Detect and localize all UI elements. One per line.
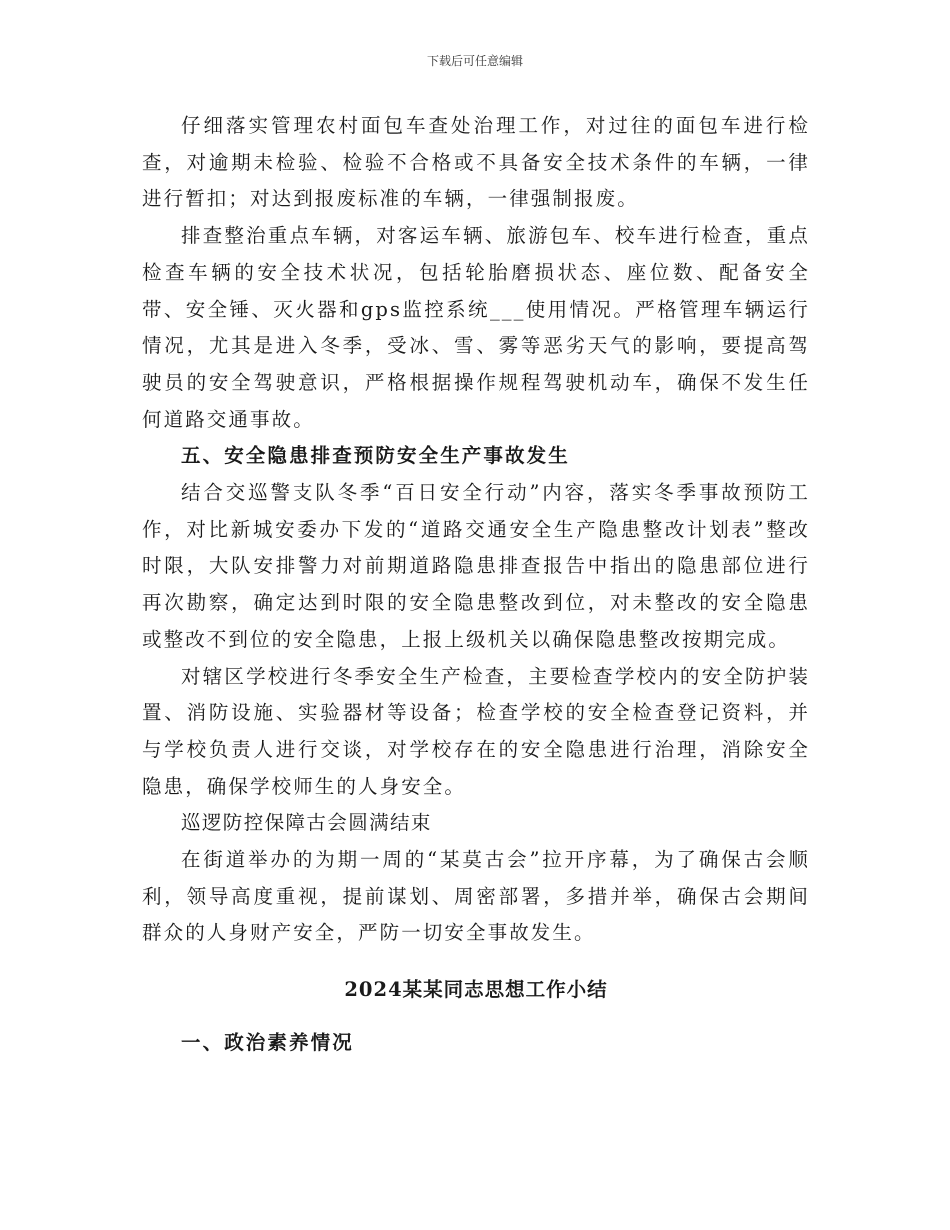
paragraph-patrol-subtitle: 巡逻防控保障古会圆满结束 [181,811,432,835]
paragraph-school-inspection: 对辖区学校进行冬季安全生产检查，主要检查学校内的安全防护装置、消防设施、实验器材等设备；检查学校的安全检查登记资料，并与学校负责人进行交谈，对学校存在的安全隐患进行治理，消除安全隐患，确保学校师生的人身安全。 [142,664,810,798]
document-body [142,108,810,1062]
paragraph-key-vehicles: 排查整治重点车辆，对客运车辆、旅游包车、校车进行检查，重点检查车辆的安全技术状况，包括轮胎磨损状态、座位数、配备安全带、安全锤、灭火器和gps监控系统___使用情况。严格管理车辆运行情况，尤其是进入冬季，受冰、雪、雾等恶劣天气的影响，要提高驾驶员的安全驾驶意识，严格根据操作规程驾驶机动车，确保不发生任何道路交通事故。 [142,224,810,431]
page-header: 下载后可任意编辑 [426,54,523,68]
paragraph-minivan-inspection: 仔细落实管理农村面包车查处治理工作，对过往的面包车进行检查，对逾期未检验、检验不合格或不具备安全技术条件的车辆，一律进行暂扣；对达到报废标准的车辆，一律强制报废。 [142,114,810,211]
section-heading-five: 五、安全隐患排查预防安全生产事故发生 [181,444,570,468]
paragraph-temple-fair: 在街道举办的为期一周的“某莫古会”拉开序幕，为了确保古会顺利，领导高度重视，提前谋划、周密部署，多措并举，确保古会期间群众的人身财产安全，严防一切安全事故发生。 [142,848,810,945]
paragraph-hazard-rectification: 结合交巡警支队冬季“百日安全行动”内容，落实冬季事故预防工作，对比新城安委办下发的“道路交通安全生产隐患整改计划表”整改时限，大队安排警力对前期道路隐患排查报告中指出的隐患部位进行再次勘察，确定达到时限的安全隐患整改到位，对未整改的安全隐患或整改不到位的安全隐患，上报上级机关以确保隐患整改按期完成。 [142,481,810,651]
section-heading-one: 一、政治素养情况 [181,1030,354,1054]
document-title: 2024某某同志思想工作小结 [344,978,608,1002]
